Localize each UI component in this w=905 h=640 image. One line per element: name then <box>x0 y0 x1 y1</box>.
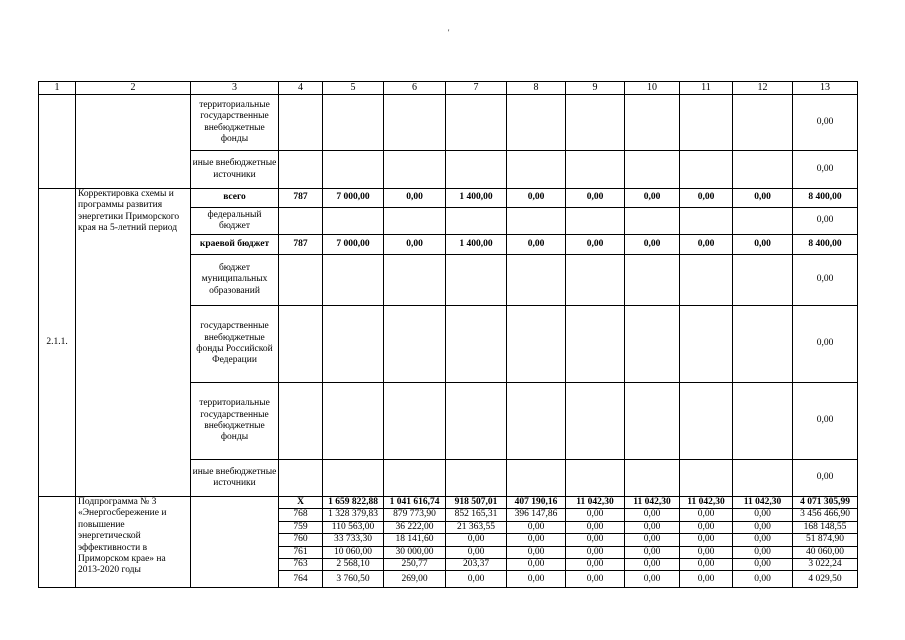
grbs-cell: 764 <box>279 571 323 588</box>
column-header: 13 <box>793 82 858 95</box>
column-header: 10 <box>625 82 680 95</box>
source-cell <box>191 497 279 588</box>
source-cell: территориальные государственные внебюджетные фонды <box>191 383 279 460</box>
value-cell: 18 141,60 <box>384 534 446 546</box>
value-cell: 0,00 <box>566 189 625 208</box>
value-cell <box>279 151 323 189</box>
value-cell: 0,00 <box>566 558 625 570</box>
value-cell: 0,00 <box>625 571 680 588</box>
total-cell: 3 456 466,90 <box>793 509 858 521</box>
source-cell: бюджет муниципальных образований <box>191 255 279 306</box>
value-cell: 11 042,30 <box>625 497 680 509</box>
total-cell: 4 029,50 <box>793 571 858 588</box>
table-row <box>39 95 858 151</box>
value-cell <box>625 151 680 189</box>
value-cell: 10 060,00 <box>323 546 384 558</box>
grbs-cell: X <box>279 497 323 509</box>
value-cell: 21 363,55 <box>446 521 507 533</box>
value-cell: 7 000,00 <box>323 189 384 208</box>
value-cell <box>733 208 793 235</box>
value-cell <box>446 306 507 383</box>
value-cell <box>680 208 733 235</box>
value-cell: 0,00 <box>566 521 625 533</box>
value-cell <box>566 255 625 306</box>
budget-table <box>38 81 858 588</box>
value-cell: 0,00 <box>625 521 680 533</box>
value-cell <box>507 95 566 151</box>
value-cell <box>680 306 733 383</box>
value-cell <box>323 306 384 383</box>
value-cell <box>446 95 507 151</box>
value-cell: 0,00 <box>625 235 680 255</box>
column-header: 12 <box>733 82 793 95</box>
value-cell: 0,00 <box>680 558 733 570</box>
table-row <box>39 497 858 509</box>
value-cell <box>566 151 625 189</box>
value-cell <box>625 255 680 306</box>
value-cell <box>384 95 446 151</box>
value-cell <box>446 460 507 497</box>
value-cell: 0,00 <box>625 546 680 558</box>
value-cell: 3 760,50 <box>323 571 384 588</box>
value-cell: 0,00 <box>680 534 733 546</box>
total-cell: 8 400,00 <box>793 189 858 208</box>
value-cell <box>446 208 507 235</box>
value-cell <box>384 383 446 460</box>
value-cell: 879 773,90 <box>384 509 446 521</box>
column-header: 3 <box>191 82 279 95</box>
value-cell: 0,00 <box>680 521 733 533</box>
value-cell: 1 400,00 <box>446 189 507 208</box>
value-cell <box>625 383 680 460</box>
value-cell: 0,00 <box>733 235 793 255</box>
value-cell <box>733 383 793 460</box>
value-cell <box>446 151 507 189</box>
subprogram-name: Подпрограмма № 3 «Энергосбережение и повышение энергетической эффективности в Приморском крае» на 2013-2020 годы <box>76 497 191 588</box>
value-cell: 0,00 <box>733 546 793 558</box>
grbs-cell: 760 <box>279 534 323 546</box>
column-header: 1 <box>39 82 76 95</box>
value-cell: 269,00 <box>384 571 446 588</box>
value-cell: 250,77 <box>384 558 446 570</box>
value-cell: 0,00 <box>625 509 680 521</box>
value-cell: 0,00 <box>507 189 566 208</box>
value-cell <box>625 306 680 383</box>
value-cell: 0,00 <box>507 546 566 558</box>
value-cell <box>323 151 384 189</box>
value-cell <box>566 460 625 497</box>
value-cell <box>507 306 566 383</box>
code-cell <box>39 95 76 189</box>
source-cell: федеральный бюджет <box>191 208 279 235</box>
total-cell: 0,00 <box>793 383 858 460</box>
value-cell: 0,00 <box>507 558 566 570</box>
value-cell <box>680 95 733 151</box>
value-cell <box>384 151 446 189</box>
value-cell: 0,00 <box>680 546 733 558</box>
total-cell: 0,00 <box>793 460 858 497</box>
value-cell: 918 507,01 <box>446 497 507 509</box>
value-cell: 0,00 <box>566 509 625 521</box>
value-cell <box>566 383 625 460</box>
grbs-cell <box>279 460 323 497</box>
value-cell: 203,37 <box>446 558 507 570</box>
value-cell: 0,00 <box>446 571 507 588</box>
value-cell: 11 042,30 <box>566 497 625 509</box>
value-cell: 0,00 <box>507 521 566 533</box>
total-cell: 168 148,55 <box>793 521 858 533</box>
source-cell: краевой бюджет <box>191 235 279 255</box>
column-header: 5 <box>323 82 384 95</box>
value-cell <box>384 306 446 383</box>
value-cell: 0,00 <box>566 534 625 546</box>
total-cell: 51 874,90 <box>793 534 858 546</box>
value-cell <box>625 95 680 151</box>
value-cell: 11 042,30 <box>733 497 793 509</box>
value-cell: 852 165,31 <box>446 509 507 521</box>
value-cell: 0,00 <box>680 189 733 208</box>
value-cell <box>733 460 793 497</box>
source-cell: всего <box>191 189 279 208</box>
value-cell: 0,00 <box>680 571 733 588</box>
value-cell <box>323 208 384 235</box>
value-cell: 0,00 <box>625 534 680 546</box>
column-header: 8 <box>507 82 566 95</box>
table-row <box>39 189 858 208</box>
value-cell <box>446 255 507 306</box>
value-cell: 0,00 <box>625 558 680 570</box>
value-cell <box>507 255 566 306</box>
value-cell: 0,00 <box>733 558 793 570</box>
column-header: 7 <box>446 82 507 95</box>
total-cell: 8 400,00 <box>793 235 858 255</box>
value-cell <box>507 383 566 460</box>
value-cell: 0,00 <box>733 571 793 588</box>
value-cell <box>680 383 733 460</box>
column-header: 11 <box>680 82 733 95</box>
value-cell: 7 000,00 <box>323 235 384 255</box>
measure-name: Корректировка схемы и программы развития энергетики Приморского края на 5-летний период <box>76 189 191 497</box>
value-cell <box>323 383 384 460</box>
value-cell: 1 400,00 <box>446 235 507 255</box>
value-cell <box>323 95 384 151</box>
value-cell: 1 659 822,88 <box>323 497 384 509</box>
value-cell <box>733 95 793 151</box>
value-cell: 407 190,16 <box>507 497 566 509</box>
source-cell: территориальные государственные внебюджетные фонды <box>191 95 279 151</box>
value-cell <box>507 151 566 189</box>
value-cell <box>733 306 793 383</box>
total-cell: 0,00 <box>793 255 858 306</box>
value-cell: 0,00 <box>384 189 446 208</box>
value-cell: 0,00 <box>566 571 625 588</box>
grbs-cell: 761 <box>279 546 323 558</box>
value-cell <box>323 460 384 497</box>
value-cell: 36 222,00 <box>384 521 446 533</box>
value-cell: 396 147,86 <box>507 509 566 521</box>
value-cell <box>680 255 733 306</box>
column-header: 4 <box>279 82 323 95</box>
value-cell: 2 568,10 <box>323 558 384 570</box>
value-cell: 0,00 <box>625 189 680 208</box>
value-cell <box>323 255 384 306</box>
value-cell: 0,00 <box>566 546 625 558</box>
value-cell <box>566 95 625 151</box>
header-row <box>39 82 858 95</box>
value-cell <box>733 151 793 189</box>
total-cell: 40 060,00 <box>793 546 858 558</box>
grbs-cell <box>279 208 323 235</box>
value-cell <box>566 306 625 383</box>
value-cell: 0,00 <box>566 235 625 255</box>
name-cell <box>76 95 191 189</box>
value-cell <box>384 460 446 497</box>
value-cell: 0,00 <box>680 235 733 255</box>
total-cell: 0,00 <box>793 208 858 235</box>
grbs-cell <box>279 306 323 383</box>
source-cell: иные внебюджетные источники <box>191 151 279 189</box>
total-cell: 3 022,24 <box>793 558 858 570</box>
value-cell <box>507 460 566 497</box>
value-cell <box>384 255 446 306</box>
value-cell: 33 733,30 <box>323 534 384 546</box>
source-cell: государственные внебюджетные фонды Российской Федерации <box>191 306 279 383</box>
value-cell: 0,00 <box>733 509 793 521</box>
value-cell: 1 041 616,74 <box>384 497 446 509</box>
page-mark: ' <box>448 28 450 37</box>
code-cell <box>39 497 76 588</box>
value-cell <box>384 208 446 235</box>
value-cell <box>446 383 507 460</box>
value-cell: 0,00 <box>507 235 566 255</box>
value-cell <box>680 460 733 497</box>
value-cell <box>625 460 680 497</box>
value-cell <box>507 208 566 235</box>
value-cell: 0,00 <box>680 509 733 521</box>
value-cell <box>733 255 793 306</box>
grbs-cell: 787 <box>279 235 323 255</box>
value-cell <box>279 95 323 151</box>
value-cell: 0,00 <box>733 189 793 208</box>
column-header: 6 <box>384 82 446 95</box>
value-cell <box>566 208 625 235</box>
value-cell: 0,00 <box>507 571 566 588</box>
grbs-cell: 759 <box>279 521 323 533</box>
measure-code: 2.1.1. <box>39 189 76 497</box>
grbs-cell: 768 <box>279 509 323 521</box>
value-cell <box>680 151 733 189</box>
total-cell: 0,00 <box>793 306 858 383</box>
value-cell: 0,00 <box>733 521 793 533</box>
value-cell: 0,00 <box>384 235 446 255</box>
column-header: 9 <box>566 82 625 95</box>
grbs-cell <box>279 383 323 460</box>
grbs-cell: 763 <box>279 558 323 570</box>
value-cell: 0,00 <box>446 546 507 558</box>
value-cell: 0,00 <box>507 534 566 546</box>
value-cell: 0,00 <box>733 534 793 546</box>
value-cell: 11 042,30 <box>680 497 733 509</box>
value-cell: 110 563,00 <box>323 521 384 533</box>
source-cell: иные внебюджетные источники <box>191 460 279 497</box>
value-cell <box>625 208 680 235</box>
grbs-cell: 787 <box>279 189 323 208</box>
column-header: 2 <box>76 82 191 95</box>
value-cell: 1 328 379,83 <box>323 509 384 521</box>
total-cell: 0,00 <box>793 95 858 151</box>
value-cell: 30 000,00 <box>384 546 446 558</box>
grbs-cell <box>279 255 323 306</box>
value-cell: 0,00 <box>446 534 507 546</box>
total-cell: 0,00 <box>793 151 858 189</box>
total-cell: 4 071 305,99 <box>793 497 858 509</box>
